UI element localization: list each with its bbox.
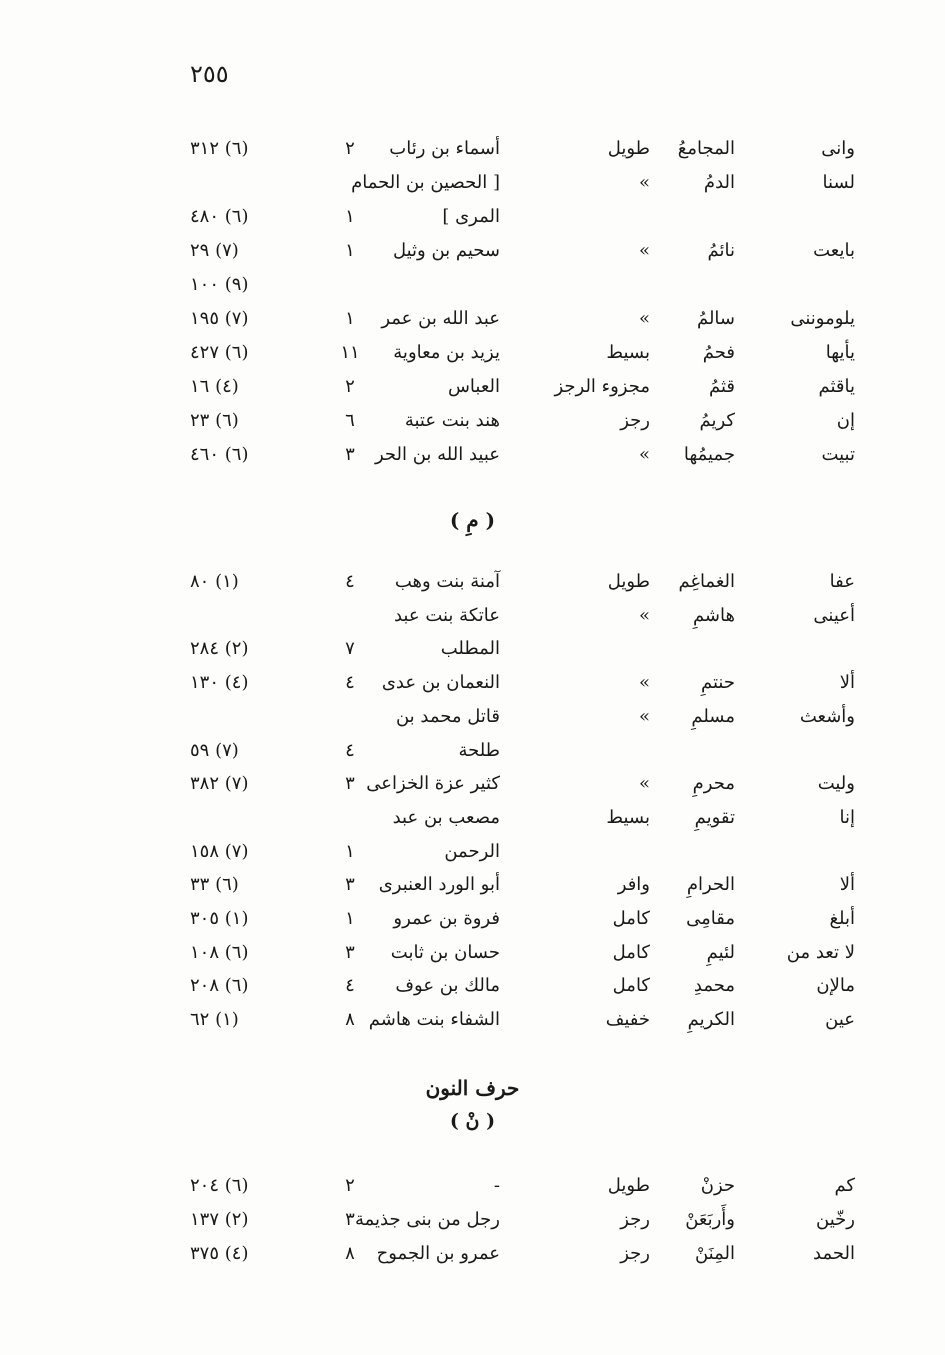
rhyme-word: المجامعُ (677, 138, 735, 159)
poet-name: رجل من بنى جذيمة (354, 1209, 500, 1230)
first-word: أعينى (813, 604, 855, 626)
table-row (0, 1240, 945, 1270)
verse-count: ١ (345, 240, 355, 261)
poet-name: قاتل محمد بن (395, 705, 500, 727)
reference: (٢) ٢٨٤ (190, 638, 249, 660)
meter: رجز (620, 1243, 650, 1264)
poet-name: [ الحصين بن الحمام (351, 172, 500, 193)
first-word: بايعت (813, 240, 855, 261)
meter: وافر (617, 874, 650, 896)
first-word: وانى (821, 138, 855, 159)
poet-name: النعمان بن عدى (381, 672, 500, 694)
poet-name: الشفاء بنت هاشم (368, 1009, 500, 1031)
meter: بسيط (606, 342, 650, 363)
verse-count: ١ (345, 206, 355, 227)
reference: (٦) ٢٠٤ (190, 1175, 249, 1196)
reference: (٦) ٣١٢ (190, 138, 249, 159)
table-row (0, 838, 945, 868)
reference: (٧) ٣٨٢ (190, 773, 249, 795)
meter: مجزوء الرجز (554, 376, 650, 397)
verse-count: ٨ (345, 1009, 355, 1031)
verse-count: ٨ (345, 1243, 355, 1264)
meter: » (638, 773, 650, 795)
rhyme-word: الدمُ (703, 172, 735, 193)
reference: (١) ٨٠ (190, 571, 239, 592)
reference: (٤) ٣٧٥ (190, 1243, 249, 1264)
section-subheading-nun: ( نْ ) (449, 1110, 496, 1132)
table-row (0, 770, 945, 800)
poet-name: أبو الورد العنبرى (378, 874, 500, 896)
poet-name: يزيد بن معاوية (393, 342, 500, 363)
meter: » (638, 604, 650, 626)
verse-count: ٤ (345, 975, 355, 997)
rhyme-word: الكريمِ (687, 1009, 735, 1031)
poet-name: فروة بن عمرو (393, 908, 500, 929)
first-word: تبيت (821, 444, 855, 465)
rhyme-word: قثمُ (708, 376, 735, 397)
poet-name: حسان بن ثابت (390, 941, 500, 963)
first-word: يلوموننى (790, 308, 855, 329)
first-word: الحمد (813, 1243, 855, 1264)
meter: كامل (612, 908, 650, 929)
meter: » (638, 172, 650, 193)
rhyme-word: تقويمِ (694, 806, 735, 828)
meter: » (638, 444, 650, 465)
table-row (0, 871, 945, 901)
verse-count: ١١ (340, 342, 360, 363)
poet-name: آمنة بنت وهب (394, 571, 500, 592)
verse-count: ٢ (345, 138, 355, 159)
rhyme-word: كريمُ (699, 410, 735, 431)
table-row (0, 135, 945, 165)
first-word: ياقثم (818, 376, 855, 397)
poet-name: عمرو بن الجموح (376, 1243, 500, 1264)
rhyme-word: محرمِ (692, 773, 735, 795)
rhyme-word: وأَربَعَنْ (685, 1209, 735, 1230)
reference: (٦) ٣٣ (190, 874, 239, 896)
first-word: إن (836, 410, 855, 431)
poet-name: طلحة (458, 739, 500, 761)
meter: طويل (607, 1175, 650, 1196)
poet-name: المطلب (440, 638, 500, 660)
first-word: عفا (829, 571, 855, 592)
poet-name: المرى ] (442, 206, 500, 227)
table-row (0, 703, 945, 733)
rhyme-word: الغماغِم (678, 571, 735, 592)
reference: (٦) ٢٣ (190, 410, 239, 431)
table-row (0, 737, 945, 767)
rhyme-word: المِنَنْ (694, 1243, 735, 1264)
table-row (0, 237, 945, 267)
reference: (٦) ٤٨٠ (190, 206, 249, 227)
meter: » (638, 672, 650, 694)
first-word: لسنا (822, 172, 855, 193)
table-row (0, 972, 945, 1002)
verse-count: ٣ (345, 1209, 355, 1230)
meter: خفيف (605, 1009, 650, 1031)
meter: كامل (612, 941, 650, 963)
table-row (0, 804, 945, 834)
first-word: ألا (839, 672, 855, 694)
meter: رجز (620, 410, 650, 431)
meter: » (638, 308, 650, 329)
verse-count: ٢ (345, 376, 355, 397)
first-word: عين (825, 1009, 855, 1031)
reference: (١) ٣٠٥ (190, 908, 249, 929)
page-number: ٢٥٥ (190, 60, 229, 88)
table-row (0, 373, 945, 403)
table-row (0, 568, 945, 598)
verse-count: ١ (345, 840, 355, 862)
poet-name: عبيد الله بن الحر (374, 444, 500, 465)
first-word: كم (834, 1175, 855, 1196)
reference: (٧) ٢٩ (190, 240, 239, 261)
table-row (0, 169, 945, 199)
table-row (0, 939, 945, 969)
verse-count: ٢ (345, 1175, 355, 1196)
meter: » (638, 240, 650, 261)
verse-count: ١ (345, 308, 355, 329)
table-row (0, 407, 945, 437)
reference: (٧) ٥٩ (190, 739, 239, 761)
poet-name: عبد الله بن عمر (381, 308, 500, 329)
verse-count: ٣ (345, 941, 355, 963)
rhyme-word: مقامِى (686, 908, 735, 929)
reference: (٦) ٢٠٨ (190, 975, 249, 997)
rhyme-word: مسلمِ (691, 705, 735, 727)
poet-name: العباس (447, 376, 500, 397)
first-word: أبلغ (829, 908, 855, 929)
verse-count: ٤ (345, 739, 355, 761)
table-row (0, 305, 945, 335)
rhyme-word: سالمُ (696, 308, 735, 329)
rhyme-word: هاشمِ (692, 604, 735, 626)
verse-count: ١ (345, 908, 355, 929)
reference: (٧) ١٥٨ (190, 840, 249, 862)
first-word: ألا (839, 874, 855, 896)
rhyme-word: لئيمِ (706, 941, 735, 963)
table-row (0, 271, 945, 301)
verse-count: ٤ (345, 571, 355, 592)
verse-count: ٧ (345, 638, 355, 660)
table-row (0, 1172, 945, 1202)
reference: (٤) ١٣٠ (190, 672, 249, 694)
poet-name: الرحمن (444, 840, 500, 862)
reference: (٧) ١٩٥ (190, 308, 249, 329)
rhyme-word: جميمُها (683, 444, 735, 465)
first-word: رخّين (816, 1209, 855, 1230)
first-word: وليت (817, 773, 855, 795)
rhyme-word: نائمُ (707, 240, 735, 261)
section-heading-nun-letter: حرف النون (425, 1076, 520, 1100)
reference: (٢) ١٣٧ (190, 1209, 249, 1230)
poet-name: كثير عزة الخزاعى (366, 773, 500, 795)
first-word: مالإن (816, 975, 855, 997)
section-heading-mim: ( مِ ) (449, 508, 496, 532)
meter: طويل (607, 571, 650, 592)
poet-name: عاتكة بنت عبد (393, 604, 500, 626)
meter: رجز (620, 1209, 650, 1230)
table-row (0, 1006, 945, 1036)
table-row (0, 203, 945, 233)
meter: » (638, 705, 650, 727)
first-word: يأيها (825, 342, 855, 363)
poet-name: مالك بن عوف (395, 975, 500, 997)
rhyme-word: فحمُ (702, 342, 735, 363)
first-word: وأشعث (799, 705, 855, 727)
first-word: إنا (839, 806, 855, 828)
verse-count: ٦ (345, 410, 355, 431)
table-row (0, 635, 945, 665)
reference: (٤) ١٦ (190, 376, 239, 397)
table-row (0, 1206, 945, 1236)
reference: (٦) ٤٦٠ (190, 444, 249, 465)
meter: طويل (607, 138, 650, 159)
verse-count: ٣ (345, 874, 355, 896)
table-row (0, 441, 945, 471)
reference: (٩) ١٠٠ (190, 274, 249, 295)
first-word: لا تعد من (786, 941, 855, 963)
meter: كامل (612, 975, 650, 997)
rhyme-word: حزنْ (700, 1175, 735, 1196)
poet-name: سحيم بن وثيل (392, 240, 500, 261)
verse-count: ٣ (345, 773, 355, 795)
reference: (٦) ٤٢٧ (190, 342, 249, 363)
rhyme-word: محمدِ (693, 975, 735, 997)
verse-count: ٣ (345, 444, 355, 465)
reference: (٦) ١٠٨ (190, 941, 249, 963)
poet-name: هند بنت عتبة (404, 410, 500, 431)
poet-name: مصعب بن عبد (392, 806, 500, 828)
rhyme-word: حنتمِ (701, 672, 735, 694)
table-row (0, 339, 945, 369)
verse-count: ٤ (345, 672, 355, 694)
table-row (0, 905, 945, 935)
rhyme-word: الحرامِ (686, 874, 735, 896)
poet-name: - (493, 1175, 500, 1196)
table-row (0, 669, 945, 699)
meter: بسيط (606, 806, 650, 828)
table-row (0, 602, 945, 632)
poet-name: أسماء بن رئاب (389, 138, 500, 159)
reference: (١) ٦٢ (190, 1009, 239, 1031)
